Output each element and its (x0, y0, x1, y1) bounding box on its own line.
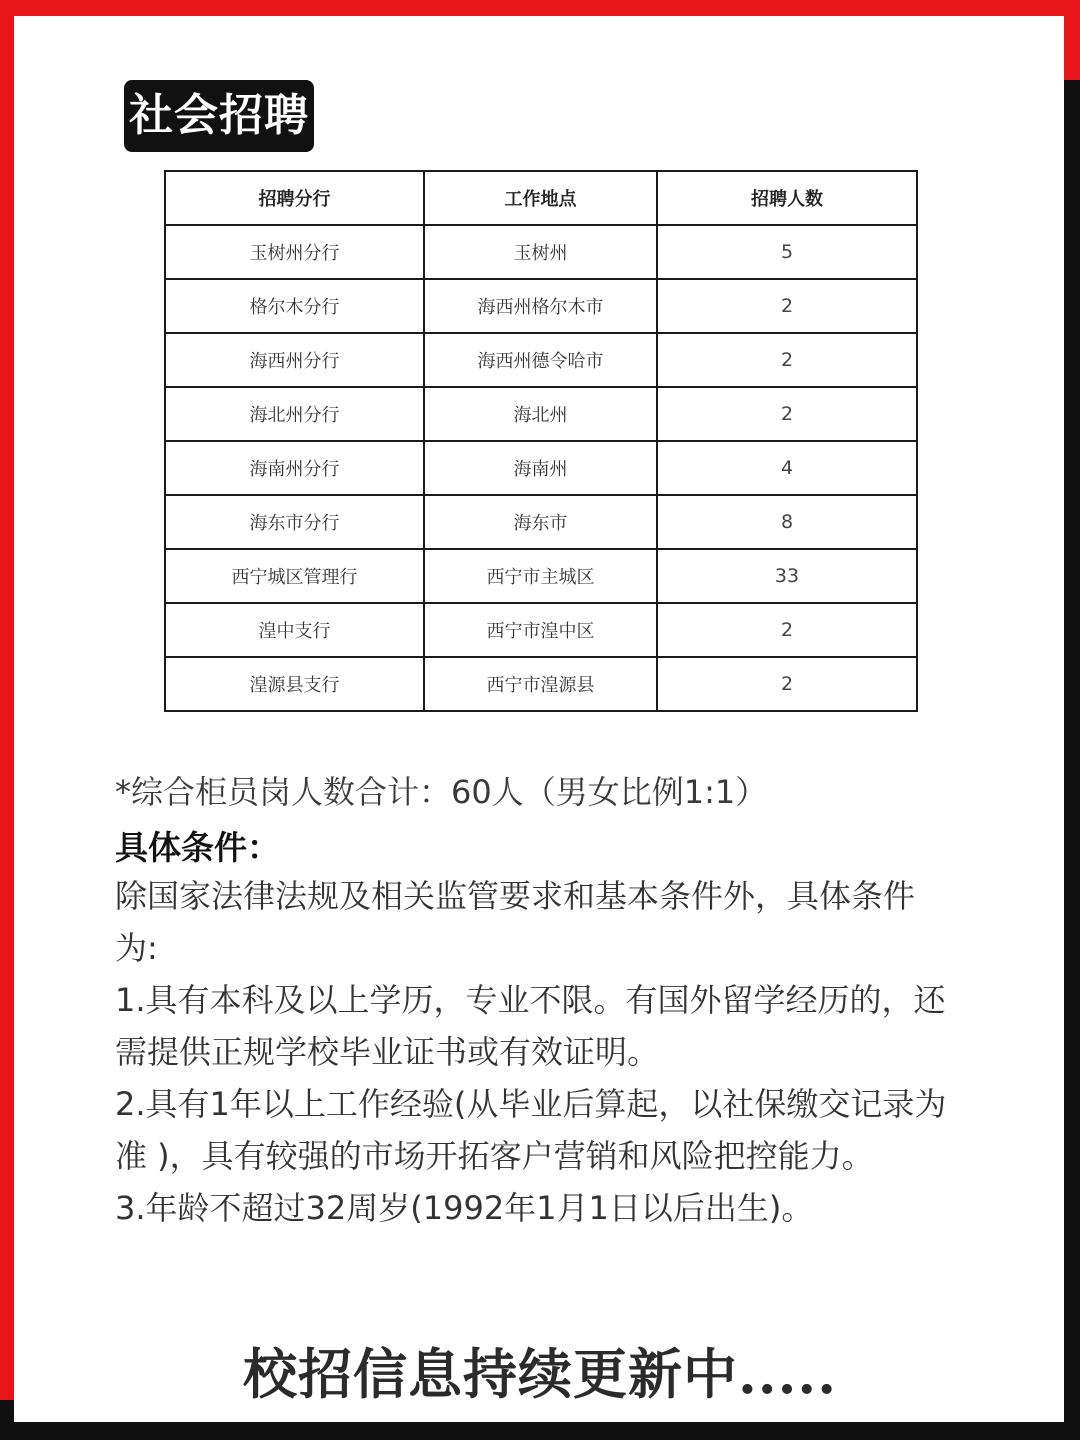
condition-item: 3.年龄不超过32周岁(1992年1月1日以后出生)。 (115, 1189, 814, 1227)
header-branch: 招聘分行 (165, 171, 424, 225)
total-note: *综合柜员岗人数合计：60人（男女比例1:1） (115, 773, 768, 811)
cell-branch: 湟源县支行 (165, 657, 424, 711)
cell-location: 海西州格尔木市 (424, 279, 657, 333)
cell-location: 西宁市湟中区 (424, 603, 657, 657)
table-row (165, 657, 917, 711)
footer-update-notice: 校招信息持续更新中..... (243, 1342, 837, 1406)
cell-branch: 西宁城区管理行 (165, 549, 424, 603)
cell-count: 33 (657, 549, 917, 603)
cell-count: 2 (657, 387, 917, 441)
cell-branch: 海东市分行 (165, 495, 424, 549)
cell-count: 2 (657, 333, 917, 387)
conditions-intro: 除国家法律法规及相关监管要求和基本条件外，具体条件为: (115, 877, 916, 967)
table-row (165, 495, 917, 549)
conditions-title: 具体条件： (115, 828, 280, 867)
cell-branch: 海南州分行 (165, 441, 424, 495)
cell-branch: 海北州分行 (165, 387, 424, 441)
table-row (165, 549, 917, 603)
cell-branch: 玉树州分行 (165, 225, 424, 279)
cell-count: 2 (657, 603, 917, 657)
frame-right-shadow (1064, 80, 1080, 1440)
condition-item: 1.具有本科及以上学历，专业不限。有国外留学经历的，还需提供正规学校毕业证书或有效证明。 (115, 981, 946, 1071)
cell-location: 海南州 (424, 441, 657, 495)
cell-location: 西宁市湟源县 (424, 657, 657, 711)
condition-item: 2.具有1年以上工作经验(从毕业后算起，以社保缴交记录为准 )，具有较强的市场开拓客户营销和风险把控能力。 (115, 1085, 947, 1175)
table-row (165, 279, 917, 333)
conditions-body (115, 870, 955, 1234)
section-title-badge: 社会招聘 (124, 80, 314, 152)
cell-location: 海西州德令哈市 (424, 333, 657, 387)
cell-location: 海北州 (424, 387, 657, 441)
cell-location: 西宁市主城区 (424, 549, 657, 603)
cell-count: 2 (657, 279, 917, 333)
frame-bottom-border (0, 1422, 1080, 1440)
table-header-row (165, 171, 917, 225)
cell-count: 5 (657, 225, 917, 279)
cell-location: 玉树州 (424, 225, 657, 279)
frame-top-border (0, 0, 1080, 16)
table-row (165, 603, 917, 657)
table-row (165, 333, 917, 387)
recruitment-table (164, 170, 918, 712)
cell-count: 8 (657, 495, 917, 549)
table-row (165, 441, 917, 495)
cell-branch: 海西州分行 (165, 333, 424, 387)
frame-left-border (0, 0, 14, 1440)
cell-location: 海东市 (424, 495, 657, 549)
cell-branch: 格尔木分行 (165, 279, 424, 333)
table-row (165, 225, 917, 279)
cell-count: 2 (657, 657, 917, 711)
cell-count: 4 (657, 441, 917, 495)
table-row (165, 387, 917, 441)
header-location: 工作地点 (424, 171, 657, 225)
cell-branch: 湟中支行 (165, 603, 424, 657)
header-count: 招聘人数 (657, 171, 917, 225)
